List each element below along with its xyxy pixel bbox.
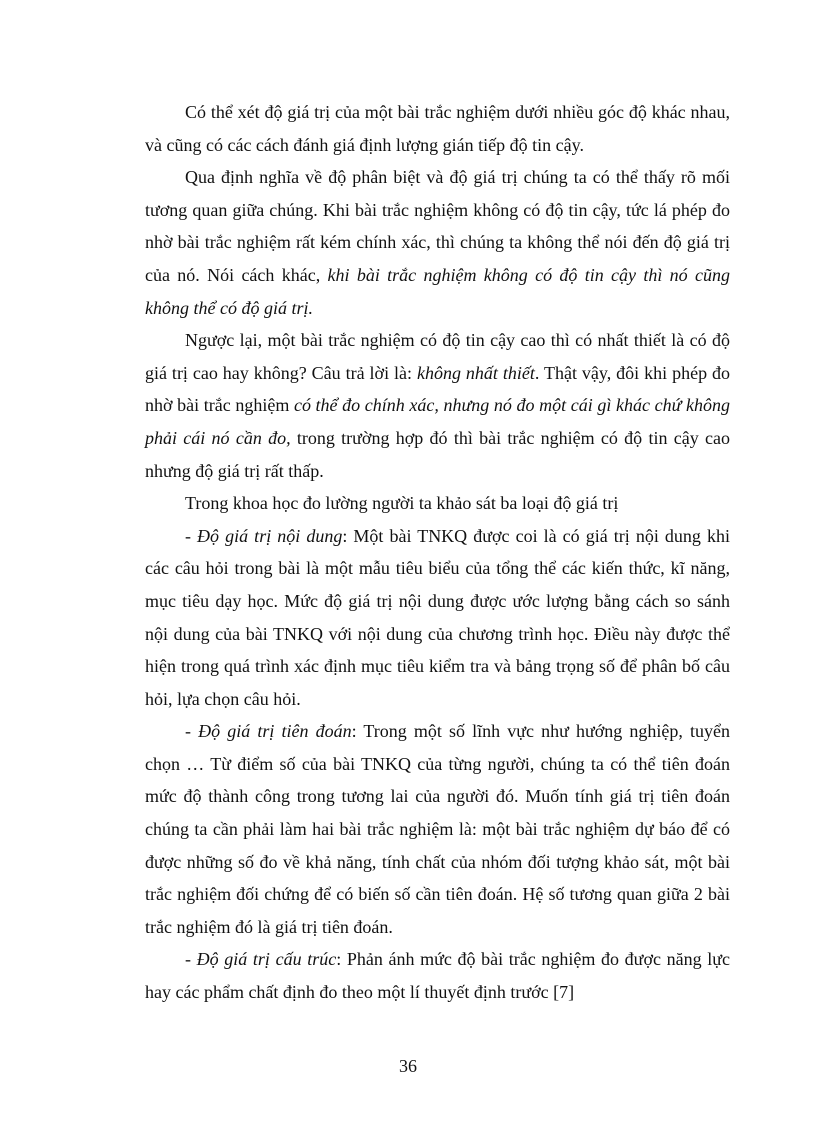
paragraph-3-text-a: Ngược lại, một bài trắc nghiệm có độ tin cậy cao thì có nhất thiết là có độ giá trị cao hay không? Câu trả lời là: (145, 330, 730, 383)
paragraph-2-text: Qua định nghĩa về độ phân biệt và độ giá trị chúng ta có thể thấy rõ mối tương quan giữa chúng. Khi bài trắc nghiệm không có độ tin cậy, tức lá phép đo nhờ bài trắc nghiệm rất kém chính xác, thì chúng ta không thể nói đến độ giá trị của nó. Nói cách khác, (145, 167, 730, 285)
paragraph-1 (145, 96, 730, 161)
paragraph-3 (145, 324, 730, 487)
paragraph-2-emphasis: khi bài trắc nghiệm không có độ tin cậy thì nó cũng không thể có độ giá trị. (145, 264, 730, 318)
paragraph-3-emphasis-a: không nhất thiết (416, 362, 535, 383)
page-number: 36 (399, 1056, 417, 1076)
paragraph-3-text-c: trong trường hợp đó thì bài trắc nghiệm có độ tin cậy cao nhưng độ giá trị rất thấp. (145, 427, 730, 481)
paragraph-1-text: Có thể xét độ giá trị của một bài trắc nghiệm dưới nhiều góc độ khác nhau, và cũng có các cách đánh giá định lượng gián tiếp độ tin cậy. (145, 102, 730, 155)
content-validity-text: : Một bài TNKQ được coi là có giá trị nội dung khi các câu hỏi trong bài là một mẫu tiêu biểu của tổng thể các kiến thức, kĩ năng, mục tiêu dạy học. Mức độ giá trị nội dung được ước lượng bằng cách so sánh nội dung của bài TNKQ với nội dung của chương trình học. Điều này được thể hiện trong quá trình xác định mục tiêu kiểm tra và bảng trọng số để phân bố câu hỏi, lựa chọn câu hỏi. (145, 525, 730, 709)
content-validity-paragraph (145, 520, 730, 716)
predictive-validity-label: - Độ giá trị tiên đoán (185, 721, 352, 742)
predictive-validity-paragraph (145, 715, 730, 943)
construct-validity-text: : Phản ánh mức độ bài trắc nghiệm đo được năng lực hay các phẩm chất định đo theo một lí thuyết định trước [7] (145, 949, 730, 1003)
paragraph-4 (145, 487, 730, 520)
predictive-validity-text: : Trong một số lĩnh vực như hướng nghiệp, tuyển chọn … Từ điểm số của bài TNKQ của từng người, chúng ta có thể tiên đoán mức độ thành công trong tương lai của người đó. Muốn tính giá trị tiên đoán chúng ta cần phải làm hai bài trắc nghiệm là: một bài trắc nghiệm dự báo để có được những số đo về khả năng, tính chất của nhóm đối tượng khảo sát, một bài trắc nghiệm đối chứng để có biến số cần tiên đoán. Hệ số tương quan giữa 2 bài trắc nghiệm đó là giá trị tiên đoán. (145, 721, 731, 937)
construct-validity-paragraph (145, 943, 730, 1008)
construct-validity-label: - Độ giá trị cấu trúc (185, 949, 337, 970)
paragraph-3-emphasis-b: có thể đo chính xác, nhưng nó đo một cái gì khác chứ không phải cái nó cần đo, (145, 395, 731, 448)
body-text (145, 96, 730, 1009)
paragraph-2 (145, 161, 730, 324)
paragraph-3-text-b: . Thật vậy, đôi khi phép đo nhờ bài trắc nghiệm (145, 362, 731, 416)
paragraph-4-text: Trong khoa học đo lường người ta khảo sát ba loại độ giá trị (185, 493, 619, 514)
content-validity-label: - Độ giá trị nội dung (185, 525, 343, 546)
